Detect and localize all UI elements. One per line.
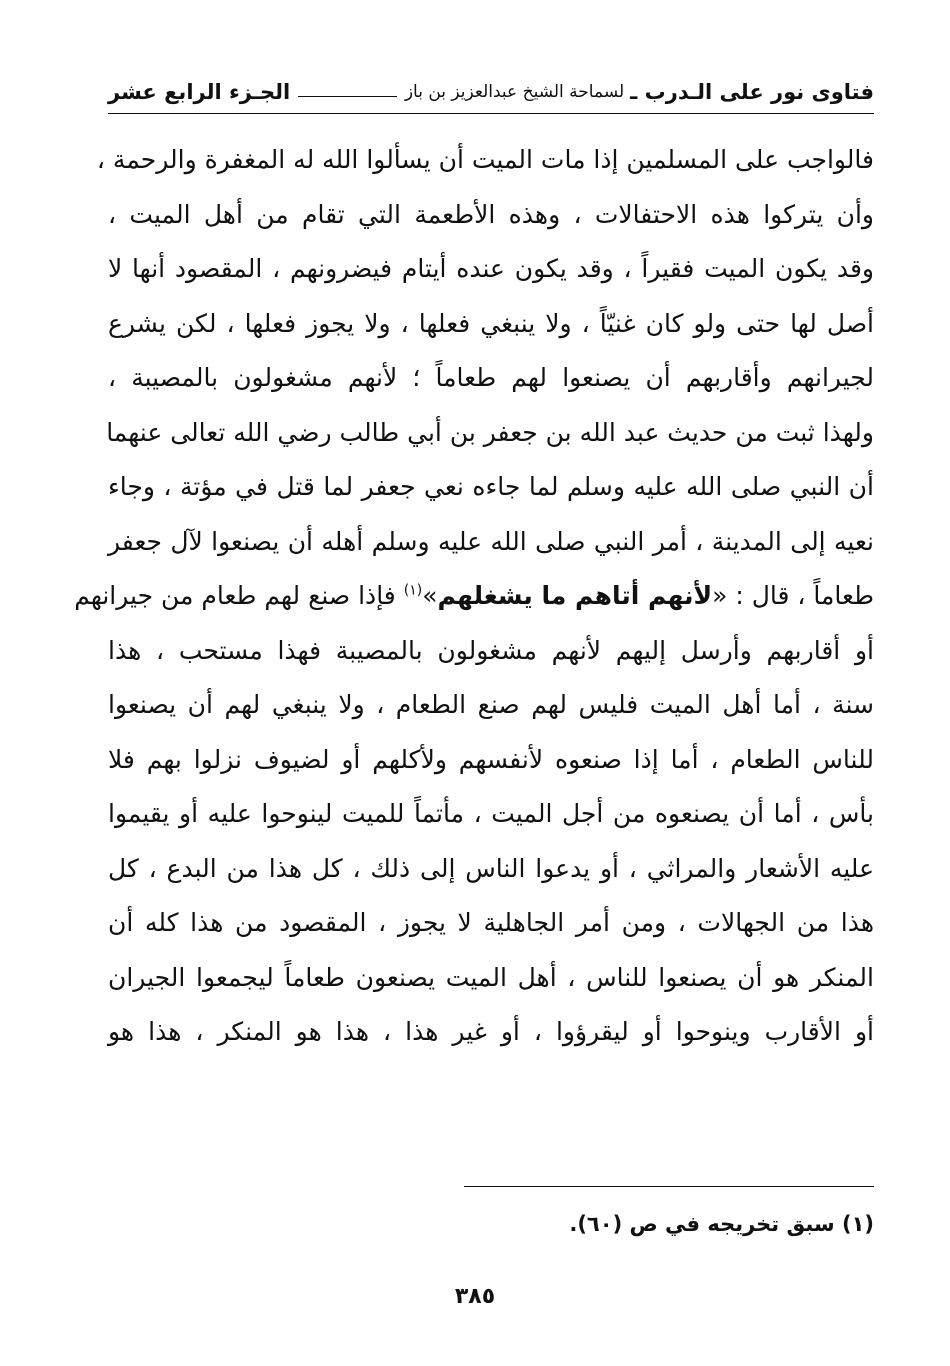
text-line: أو الأقارب وينوحوا أو ليقرؤوا ، أو غير هذا ، هذا هو المنكر ، هذا هو (108, 1017, 874, 1046)
text-line: لجيرانهم وأقاربهم أن يصنعوا لهم طعاماً ؛ لأنهم مشغولون بالمصيبة ، (108, 363, 874, 392)
text-line: للناس الطعام ، أما إذا صنعوه لأنفسهم ولأكلهم أو لضيوف نزلوا بهم فلا (108, 744, 874, 774)
running-header (108, 74, 874, 110)
footnote: (١) سبق تخريجه في ص (٦٠). (569, 1212, 874, 1236)
text-line: أصل لها حتى ولو كان غنيّاً ، ولا ينبغي فعلها ، ولا يجوز فعلها ، لكن يشرع (108, 308, 874, 338)
quote-line-before: طعاماً ، قال : « (712, 581, 874, 610)
text-line: أو أقاربهم وأرسل إليهم لأنهم مشغولون بالمصيبة فهذا مستحب ، هذا (108, 635, 874, 665)
text-line: وقد يكون الميت فقيراً ، وقد يكون عنده أيتام فيضرونهم ، المقصود أنها لا (108, 254, 874, 283)
quote-close: » (422, 581, 438, 610)
text-line: سنة ، أما أهل الميت فليس لهم صنع الطعام ، ولا ينبغي لهم أن يصنعوا (108, 690, 874, 719)
text-line-with-quote (74, 569, 874, 624)
page-number: ٣٨٥ (454, 1284, 496, 1309)
text-line: ولهذا ثبت من حديث عبد الله بن جعفر بن أبي طالب رضي الله تعالى عنهما (106, 417, 874, 447)
text-line: نعيه إلى المدينة ، أمر النبي صلى الله عليه وسلم أهله أن يصنعوا لآل جعفر (108, 526, 874, 556)
book-title: فتاوى نور على الـدرب ـ (630, 80, 874, 104)
quote-line-after: فإذا صنع لهم طعام من جيرانهم (74, 581, 404, 610)
main-text (74, 133, 874, 1060)
author-name: لسماحة الشيخ عبدالعزيز بن باز (404, 82, 625, 102)
text-line: فالواجب على المسلمين إذا مات الميت أن يسألوا الله له المغفرة والرحمة ، (96, 145, 874, 174)
header-rule (108, 113, 874, 114)
header-separator (298, 96, 397, 97)
text-line: هذا من الجهالات ، ومن أمر الجاهلية لا يجوز ، المقصود من هذا كله أن (108, 908, 874, 937)
header-title-group (405, 80, 874, 104)
volume-label: الجـزء الرابع عشر (108, 80, 291, 104)
footnote-reference[interactable]: (١) (403, 582, 423, 599)
text-line: أن النبي صلى الله عليه وسلم لما جاءه نعي جعفر لما قتل في مؤتة ، وجاء (108, 472, 874, 501)
footnote-separator (464, 1186, 874, 1187)
text-line: وأن يتركوا هذه الاحتفالات ، وهذه الأطعمة التي تقام من أهل الميت ، (108, 199, 874, 229)
hadith-quote: لأنهم أتاهم ما يشغلهم (437, 581, 713, 610)
text-line: بأس ، أما أن يصنعوه من أجل الميت ، مأتماً للميت لينوحوا عليه أو يقيموا (108, 799, 874, 828)
text-line: عليه الأشعار والمراثي ، أو يدعوا الناس إلى ذلك ، كل هذا من البدع ، كل (108, 853, 874, 883)
text-line: المنكر هو أن يصنعوا للناس ، أهل الميت يصنعون طعاماً ليجمعوا الجيران (108, 962, 874, 992)
